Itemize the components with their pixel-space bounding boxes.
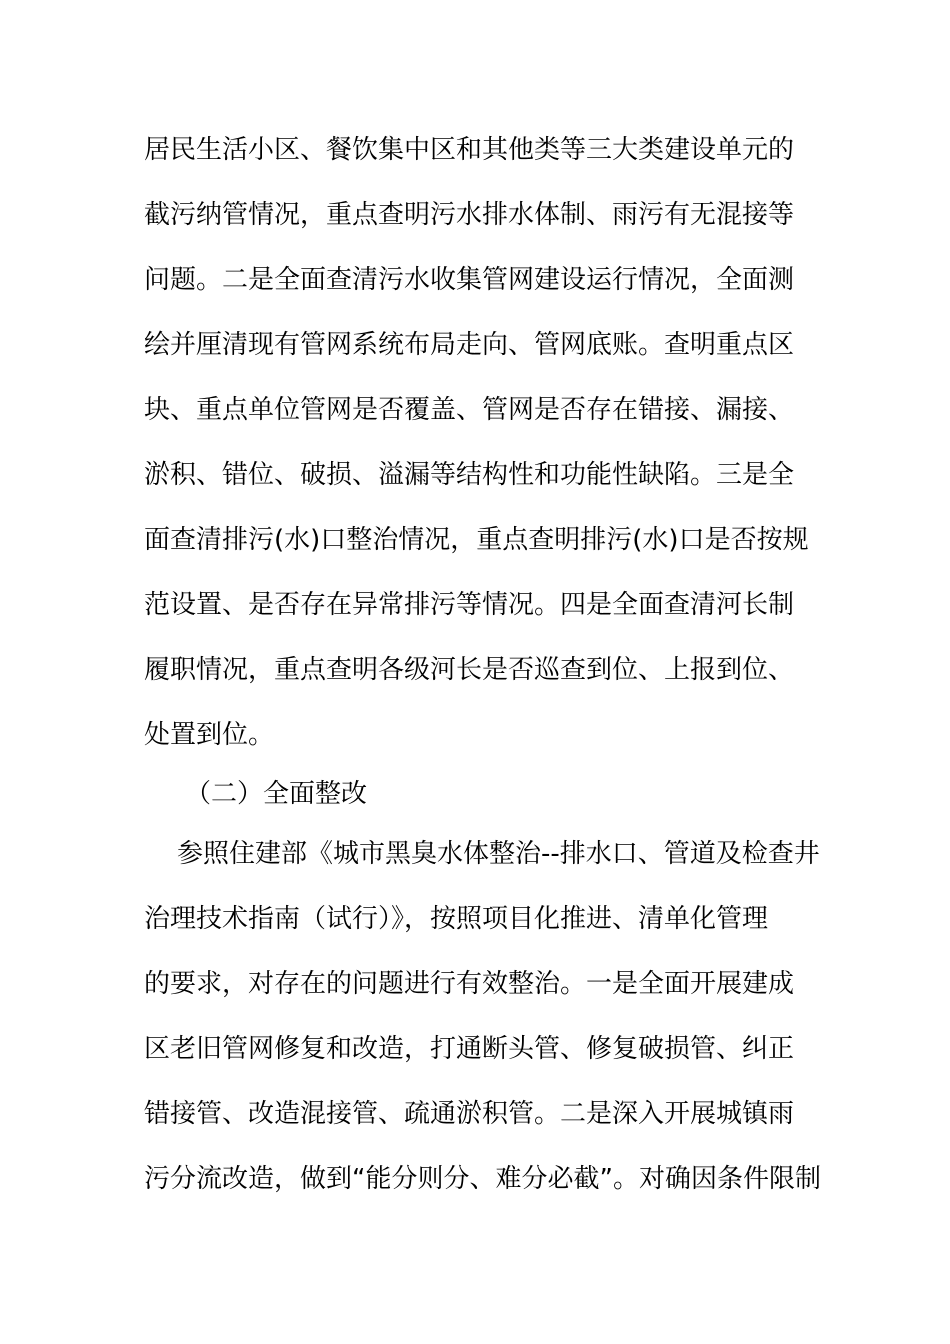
- paragraph-line: 错接管、改造混接管、疏通淤积管。二是深入开展城镇雨: [144, 1099, 795, 1129]
- paragraph-line: 处置到位。: [144, 720, 275, 750]
- section-heading: （二）全面整改: [185, 779, 368, 809]
- paragraph-line: 问题。二是全面查清污水收集管网建设运行情况，全面测: [144, 265, 795, 295]
- paragraph-line: 淤积、错位、破损、溢漏等结构性和功能性缺陷。三是全: [144, 460, 795, 490]
- paragraph-line: 区老旧管网修复和改造，打通断头管、修复破损管、纠正: [144, 1034, 795, 1064]
- paragraph-line: 范设置、是否存在异常排污等情况。四是全面查清河长制: [144, 590, 795, 620]
- paragraph-line: 参照住建部《城市黑臭水体整治--排水口、管道及检查井: [177, 839, 820, 869]
- paragraph-line: 面查清排污(水)口整治情况，重点查明排污(水)口是否按规: [144, 525, 809, 555]
- paragraph-line: 治理技术指南（试行）》，按照项目化推进、清单化管理: [144, 904, 769, 934]
- paragraph-line: 的要求，对存在的问题进行有效整治。一是全面开展建成: [144, 969, 795, 999]
- paragraph-line: 履职情况，重点查明各级河长是否巡查到位、上报到位、: [144, 655, 795, 685]
- paragraph-line: 块、重点单位管网是否覆盖、管网是否存在错接、漏接、: [144, 395, 795, 425]
- paragraph-line: 污分流改造，做到“能分则分、难分必截”。对确因条件限制: [144, 1164, 821, 1194]
- paragraph-line: 截污纳管情况，重点查明污水排水体制、雨污有无混接等: [144, 200, 795, 230]
- paragraph-line: 居民生活小区、餐饮集中区和其他类等三大类建设单元的: [144, 135, 795, 165]
- paragraph-line: 绘并厘清现有管网系统布局走向、管网底账。查明重点区: [144, 330, 795, 360]
